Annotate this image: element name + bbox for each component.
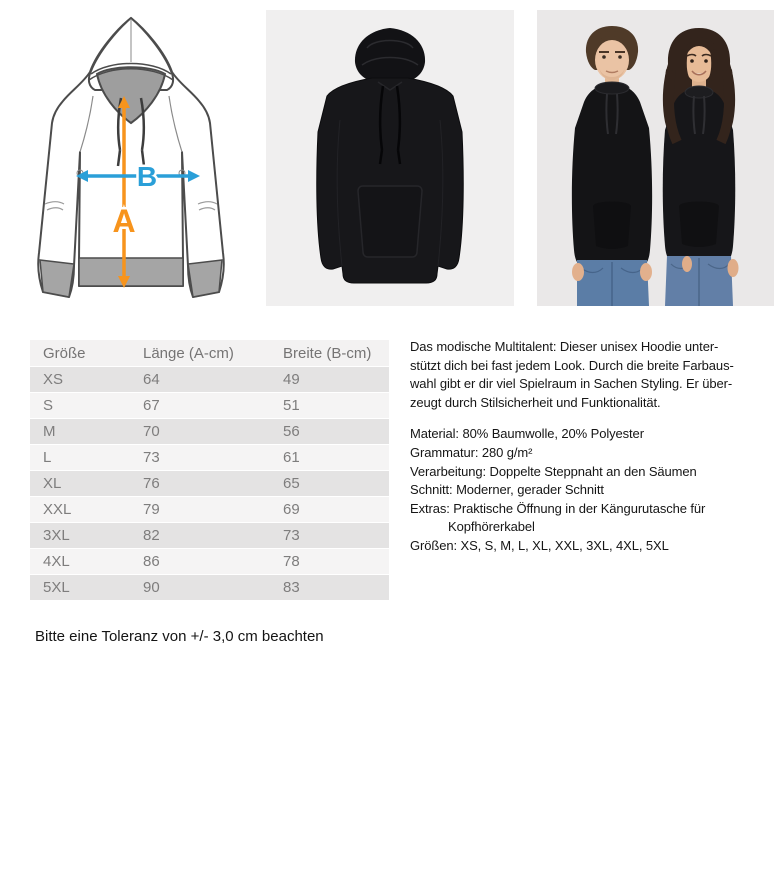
description-line: zeugt durch Stilsicherheit und Funktionalität. (410, 394, 661, 410)
cuff-right (188, 260, 222, 297)
description-line: Das modische Multitalent: Dieser unisex Hoodie unter- (410, 339, 719, 354)
size-cell: XL (30, 471, 130, 497)
breite-cell: 78 (270, 549, 389, 575)
size-row (30, 575, 389, 601)
header-laenge: Länge (A-cm) (130, 340, 270, 367)
size-diagram-image (14, 10, 248, 306)
product-description (410, 338, 775, 556)
size-row (30, 445, 389, 471)
spec-grammatur: Grammatur: 280 g/m² (410, 444, 533, 460)
size-cell: M (30, 419, 130, 445)
breite-cell: 73 (270, 523, 389, 549)
laenge-cell: 67 (130, 393, 270, 419)
description-intro (410, 338, 775, 412)
size-cell: 4XL (30, 549, 130, 575)
size-row (30, 367, 389, 393)
laenge-cell: 86 (130, 549, 270, 575)
header-groesse: Größe (30, 340, 130, 367)
laenge-cell: 73 (130, 445, 270, 471)
size-row (30, 471, 389, 497)
size-row (30, 497, 389, 523)
size-cell: XXL (30, 497, 130, 523)
product-photo (266, 10, 514, 306)
size-chart-header-row (30, 340, 389, 367)
size-cell: L (30, 445, 130, 471)
breite-cell: 49 (270, 367, 389, 393)
breite-cell: 83 (270, 575, 389, 601)
size-chart (30, 340, 389, 601)
models-photo (537, 10, 774, 306)
size-cell: 5XL (30, 575, 130, 601)
size-cell: S (30, 393, 130, 419)
description-line: stützt dich bei fast jedem Look. Durch die breite Farbaus- (410, 357, 734, 373)
hem-band (79, 258, 183, 286)
breite-cell: 65 (270, 471, 389, 497)
description-specs (410, 425, 775, 555)
female-model (663, 28, 739, 306)
size-chart-table (30, 340, 389, 601)
laenge-cell: 70 (130, 419, 270, 445)
size-row (30, 419, 389, 445)
label-b: B (136, 161, 158, 192)
size-cell: XS (30, 367, 130, 393)
hoodie-measurement-diagram (14, 10, 248, 306)
kangaroo-pocket (358, 186, 422, 257)
laenge-cell: 76 (130, 471, 270, 497)
spec-verarbeitung: Verarbeitung: Doppelte Steppnaht an den Säumen (410, 463, 697, 479)
laenge-cell: 79 (130, 497, 270, 523)
laenge-cell: 64 (130, 367, 270, 393)
laenge-cell: 82 (130, 523, 270, 549)
cuff-left (40, 260, 74, 297)
tolerance-note: Bitte eine Toleranz von +/- 3,0 cm beachten (35, 628, 324, 645)
size-cell: 3XL (30, 523, 130, 549)
breite-cell: 69 (270, 497, 389, 523)
models-photo-illustration (537, 10, 774, 306)
size-row (30, 523, 389, 549)
laenge-cell: 90 (130, 575, 270, 601)
header-breite: Breite (B-cm) (270, 340, 389, 367)
spec-extras: Extras: Praktische Öffnung in der Kängurutasche für (410, 500, 706, 516)
breite-cell: 61 (270, 445, 389, 471)
size-row (30, 549, 389, 575)
black-hoodie-photo (266, 10, 514, 306)
size-row (30, 393, 389, 419)
label-a: A (112, 203, 136, 239)
spec-material: Material: 80% Baumwolle, 20% Polyester (410, 426, 644, 442)
breite-cell: 56 (270, 419, 389, 445)
photo-background (537, 10, 774, 306)
spec-extras-continued: Kopfhörerkabel (448, 519, 535, 535)
description-line: wahl gibt er dir viel Spielraum in Sachen Styling. Er über- (410, 376, 733, 392)
breite-cell: 51 (270, 393, 389, 419)
spec-groessen: Größen: XS, S, M, L, XL, XXL, 3XL, 4XL, 5XL (410, 537, 669, 553)
spec-schnitt: Schnitt: Moderner, gerader Schnitt (410, 482, 604, 498)
